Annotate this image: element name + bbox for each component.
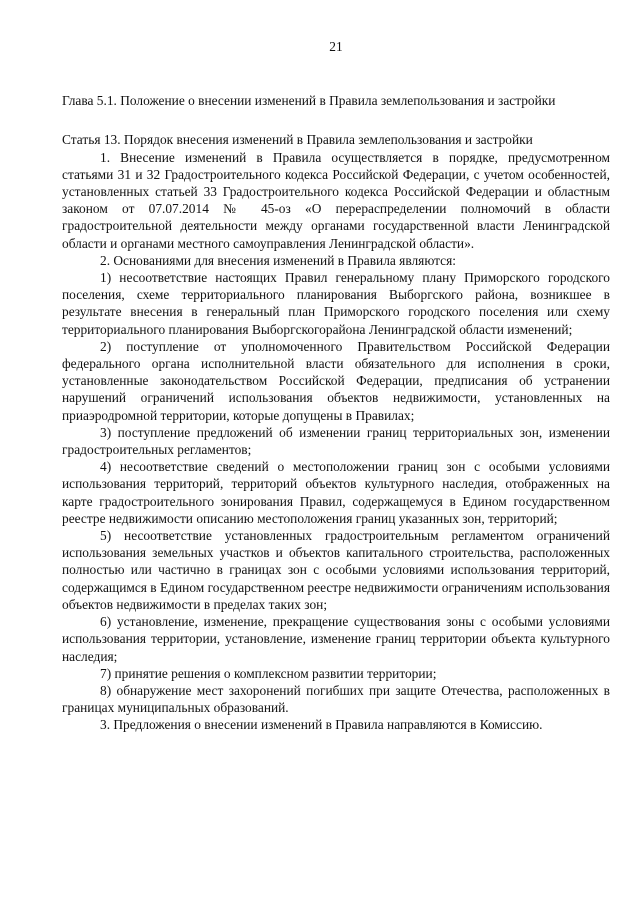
paragraph: 3. Предложения о внесении изменений в Правила направляются в Комиссию. [100,717,543,733]
list-item: 1) несоответствие настоящих Правил генеральному плану Приморского городского поселения, схеме территориального планирования Выборгского района, возникшее в результате внесения в генеральный план Приморского городского поселения или схему территориального планирования Выборгскогорайона Ленинградской области изменений; [62,270,610,337]
chapter-title: Глава 5.1. Положение о внесении изменений в Правила землепользования и застройки [62,93,556,109]
list-item: 2) поступление от уполномоченного Правительством Российской Федерации федерального органа исполнительной власти обязательного для исполнения в сроки, установленные законодательством Российской Федерации, предписания об устранении нарушений ограничений использования объектов недвижимости, установленных на приаэродромной территории, которые допущены в Правилах; [62,338,610,423]
list-item: 3) поступление предложений об изменении границ территориальных зон, изменении градостроительных регламентов; [62,424,610,458]
article-title: Статья 13. Порядок внесения изменений в Правила землепользования и застройки [62,132,533,148]
list-item: 7) принятие решения о комплексном развитии территории; [100,665,437,681]
page-number: 21 [329,39,343,54]
list-item: 4) несоответствие сведений о местоположении границ зон с особыми условиями использования территорий, территорий объектов культурного наследия, отображенных на карте градостроительного зонирования Правил, содержащемуся в Едином государственном реестре недвижимости описанию местоположения границ указанных зон, территорий; [62,459,610,526]
paragraph: 2. Основаниями для внесения изменений в Правила являются: [100,252,456,268]
list-item: 5) несоответствие установленных градостроительным регламентом ограничений использования земельных участков и объектов капитального строительства, расположенных полностью или частично в границах зон с особыми условиями использования территорий, содержащимся в Едином государственном реестре недвижимости ограничениям использования объектов недвижимости в пределах таких зон; [62,528,610,612]
paragraph: 1. Внесение изменений в Правила осуществляется в порядке, предусмотренном статьями 31 и 32 Градостроительного кодекса Российской Федерации, с учетом особенностей, установленных статьей 33 Градостроительного кодекса Российской Федерации и областным законом от 07.07.2014 № 45-оз «О перераспределении полномочий в области градостроительной деятельности между органами государственной власти Ленинградской области и органами местного самоуправления Ленинградской области». [62,149,610,251]
article-body [62,149,610,734]
list-item: 6) установление, изменение, прекращение существования зоны с особыми условиями использования территории, установление, изменение границ территории объекта культурного наследия; [62,614,610,664]
list-item: 8) обнаружение мест захоронений погибших при защите Отечества, расположенных в границах муниципальных образований. [62,682,610,716]
